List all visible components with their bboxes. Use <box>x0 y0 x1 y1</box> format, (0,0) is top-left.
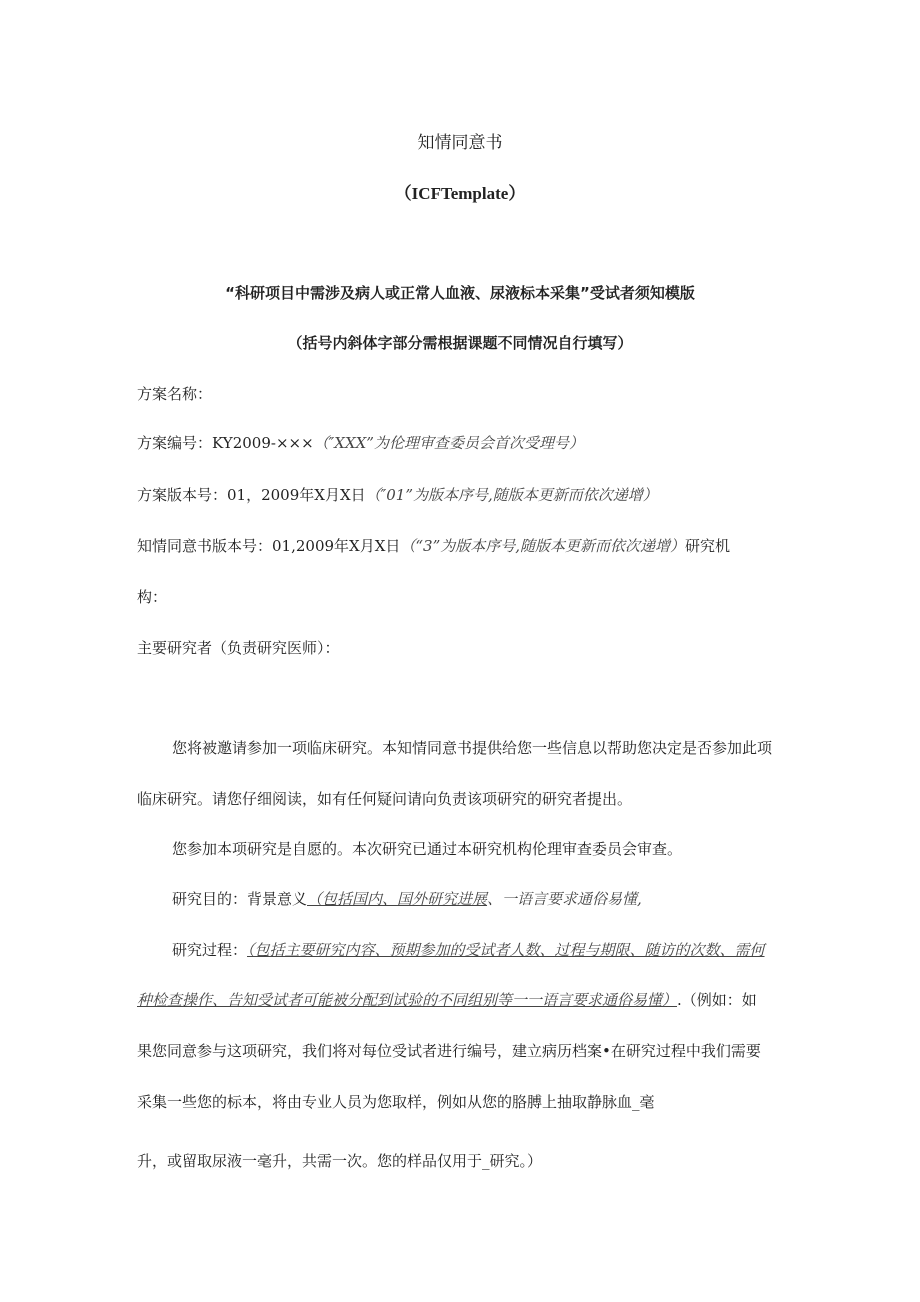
paragraph-voluntary: 您参加本项研究是自愿的。本次研究已通过本研究机构伦理审查委员会审查。 <box>172 840 683 858</box>
purpose-hint: 、一语言要求通俗易懂, <box>487 890 642 908</box>
scheme-version-hint: （″01”为版本序号,随版本更新而依次递增） <box>365 486 658 504</box>
paragraph-process-line3: 果您同意参与这项研究，我们将对每位受试者进行编号，建立病历档案•在研究过程中我们需要 <box>137 1042 761 1060</box>
scheme-number-field <box>137 433 584 453</box>
document-title: 知情同意书 <box>417 133 503 153</box>
icf-version-field <box>137 536 730 556</box>
principal-investigator-field: 主要研究者（负责研究医师）： <box>137 639 340 657</box>
institution-label-start: 研究机 <box>685 537 731 555</box>
paragraph-process-line2 <box>137 990 757 1010</box>
icf-version-label: 知情同意书版本号：01,2009年X月X日 <box>137 537 401 555</box>
document-subtitle: （ICFTemplate） <box>394 184 526 203</box>
icf-version-hint: （“3”为版本序号,随版本更新而依次递增） <box>400 537 686 555</box>
purpose-label: 研究目的：背景意义 <box>172 890 308 908</box>
paragraph-purpose <box>172 889 642 909</box>
paragraph-intro-line1: 您将被邀请参加一项临床研究。本知情同意书提供给您一些信息以帮助您决定是否参加此项 <box>172 739 773 757</box>
process-hint-line1: （包括主要研究内容、预期参加的受试者人数、过程与期限、随访的次数、需何 <box>247 941 765 959</box>
fill-in-note: （括号内斜体字部分需根据课题不同情况自行填写） <box>287 334 633 352</box>
process-hint-line2: 种检查操作、告知受试者可能被分配到试验的不同组别等一一语言要求通俗易懂） <box>137 991 678 1009</box>
purpose-hint-underlined: （包括国内、国外研究进展 <box>307 890 488 908</box>
institution-label-end: 构： <box>137 588 168 606</box>
scheme-name-field: 方案名称： <box>137 385 213 403</box>
paragraph-process-line4: 采集一些您的标本，将由专业人员为您取样，例如从您的胳膊上抽取静脉血_毫 <box>137 1093 655 1111</box>
scheme-number-label: 方案编号：KY2009-××× <box>137 434 314 452</box>
scheme-version-label: 方案版本号：01，2009年X月X日 <box>137 486 366 504</box>
paragraph-process-line1 <box>172 940 765 960</box>
process-example-start: .（例如：如 <box>677 991 757 1009</box>
paragraph-process-line5: 升，或留取尿液一毫升，共需一次。您的样品仅用于_研究。） <box>137 1152 543 1170</box>
scheme-number-hint: （″XXX”为伦理审查委员会首次受理号） <box>313 434 584 452</box>
process-label: 研究过程： <box>172 941 248 959</box>
paragraph-intro-line2: 临床研究。请您仔细阅读，如有任何疑问请向负责该项研究的研究者提出。 <box>137 790 633 808</box>
scheme-version-field <box>137 485 658 505</box>
section-heading: “科研项目中需涉及病人或正常人血液、尿液标本采集”受试者须知模版 <box>225 284 695 302</box>
